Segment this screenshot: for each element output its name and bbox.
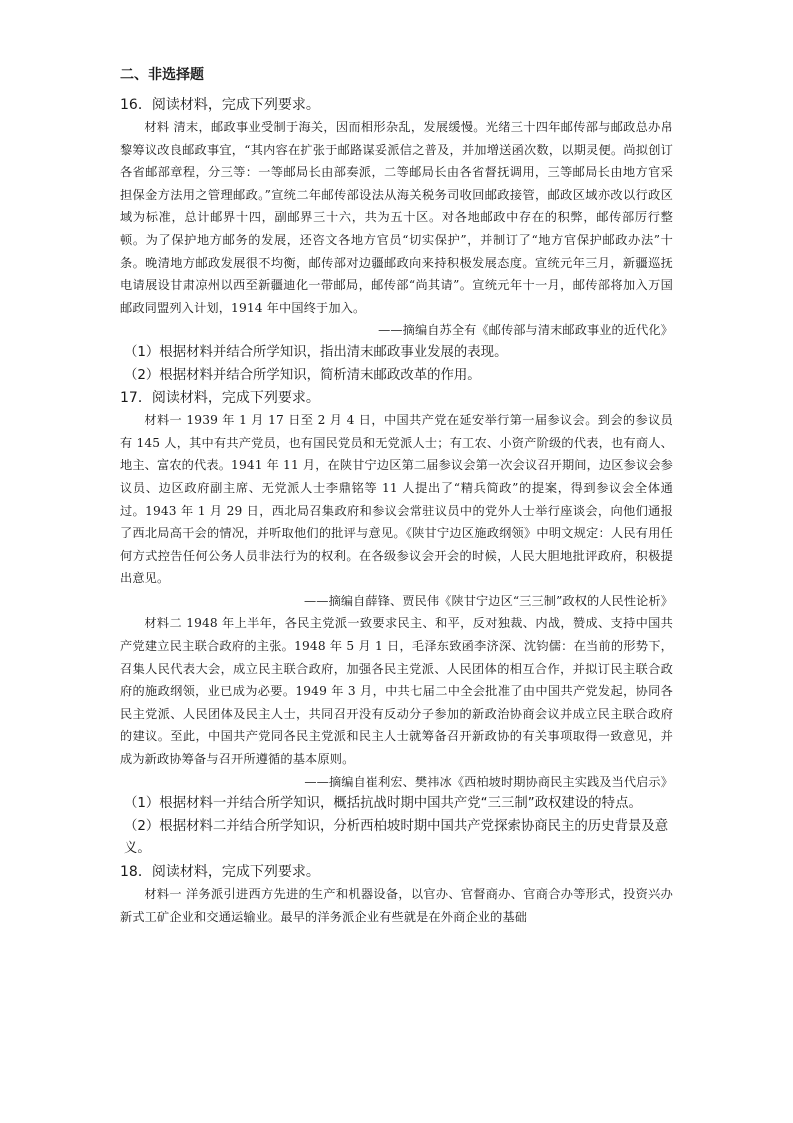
question-16-source: ——摘编自苏全有《邮传部与清末邮政事业的近代化》 — [378, 323, 673, 338]
question-17-source-2: ——摘编自崔利宏、樊祎冰《西柏坡时期协商民主实践及当代启示》 — [304, 774, 673, 789]
question-17-sub-1: （1）根据材料一并结合所学知识，概括抗战时期中国共产党“三三制”政权建设的特点。 — [124, 796, 642, 812]
exam-content — [120, 64, 673, 928]
question-16 — [120, 94, 673, 387]
question-17-source-1: ——摘编自薛锋、贾民伟《陕甘宁边区“三三制”政权的人民性论析》 — [304, 593, 673, 608]
question-16-head: 16．阅读材料，完成下列要求。 — [120, 97, 320, 113]
question-18-head: 18．阅读材料，完成下列要求。 — [120, 864, 320, 880]
question-17-sub-2: （2）根据材料二并结合所学知识，分析西柏坡时期中国共产党探索协商民主的历史背景及意义。 — [124, 818, 669, 857]
question-17 — [120, 387, 673, 861]
question-16-material: 材料 清末，邮政事业受制于海关，因而相形杂乱，发展缓慢。光绪三十四年邮传部与邮政总办帛黎筹议改良邮政事宜，“其内容在扩张于邮路谋妥派信之普及，并加增送函次数，以期灵便。尚拟创订各省邮部章程，分三等：一等邮局长由部奏派，二等邮局长由各省督抚调用，三等邮局长由地方官采担保金方法用之管理邮政。”宣统二年邮传部设法从海关税务司收回邮政接管，邮政区域亦改以行政区域为标准，总计邮界十四，副邮界三十六，共为五十区。对各地邮政中存在的积弊，邮传部厉行整顿。为了保护地方邮务的发展，还咨文各地方官员“切实保护”，并制订了“地方官保护邮政办法”十条。晚清地方邮政发展很不均衡，邮传部对边疆邮政向来持积极发展态度。宣统元年三月，新疆巡抚电请展设甘肃凉州以西至新疆迪化一带邮局，邮传部“尚其请”。宣统元年十一月，邮传部将加入万国邮政同盟列入计划，1914 年中国终于加入。 — [120, 120, 673, 315]
question-16-sub-2: （2）根据材料并结合所学知识，简析清末邮政改革的作用。 — [124, 367, 481, 383]
question-17-material-1: 材料一 1939 年 1 月 17 日至 2 月 4 日，中国共产党在延安举行第一届参议会。到会的参议员有 145 人，其中有共产党员，也有国民党员和无党派人士；有工农、小资产阶级的代表，也有商人、地主、富农的代表。1941 年 11 月，在陕甘宁边区第二届参议会第一次会议召开期间，边区参议会参议员、边区政府副主席、无党派人士李鼎铭等 11 人提出了“精兵简政”的提案，得到参议会全体通过。1943 年 1 月 29 日，西北局召集政府和参议会常驻议员中的党外人士举行座谈会，向他们通报了西北局高干会的情况，并听取他们的批评与意见。《陕甘宁边区施政纲领》中明文规定：人民有用任何方式控告任何公务人员非法行为的权利。在各级参议会开会的时候，人民大胆地批评政府，积极提出意见。 — [120, 413, 673, 586]
question-17-material-2: 材料二 1948 年上半年，各民主党派一致要求民主、和平，反对独裁、内战，赞成、支持中国共产党建立民主联合政府的主张。1948 年 5 月 1 日，毛泽东致函李济深、沈钧儒：在当前的形势下，召集人民代表大会，成立民主联合政府，加强各民主党派、人民团体的相互合作，并拟订民主联合政府的施政纲领，业已成为必要。1949 年 3 月，中共七届二中全会批准了由中国共产党发起，协同各民主党派、人民团体及民主人士，共同召开没有反动分子参加的新政治协商会议并成立民主联合政府的建议。至此，中国共产党同各民主党派和民主人士就筹备召开新政协的有关事项取得一致意见，并成为新政协筹备与召开所遵循的基本原则。 — [120, 616, 673, 767]
question-18 — [120, 861, 673, 928]
question-17-head: 17．阅读材料，完成下列要求。 — [120, 390, 320, 407]
question-16-sub-1: （1）根据材料并结合所学知识，指出清末邮政事业发展的表现。 — [124, 344, 508, 360]
question-18-material-1: 材料一 洋务派引进西方先进的生产和机器设备，以官办、官督商办、官商合办等形式，投资兴办新式工矿企业和交通运输业。最早的洋务派企业有些就是在外商企业的基础 — [120, 887, 673, 924]
section-title: 二、非选择题 — [120, 67, 204, 83]
